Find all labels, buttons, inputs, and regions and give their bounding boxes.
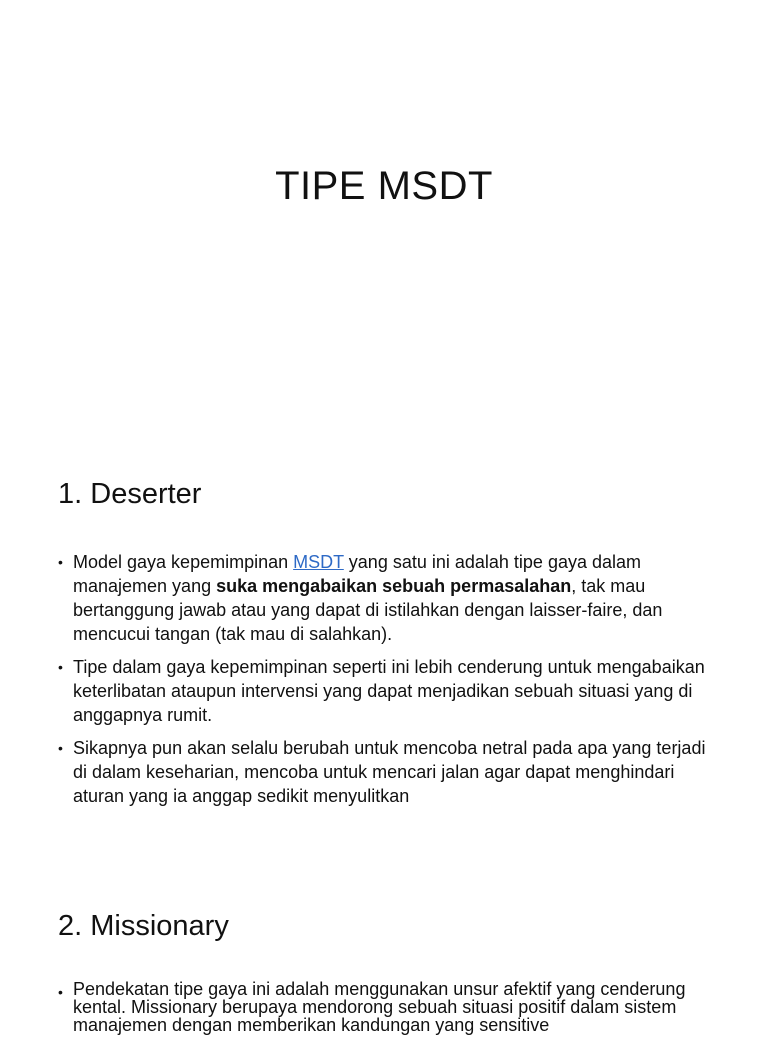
- bullet-icon: •: [58, 659, 63, 675]
- slide-title: TIPE MSDT: [275, 164, 493, 208]
- list-item: [58, 980, 718, 1034]
- content-slide-deserter: [0, 448, 768, 848]
- section-name: Missionary: [90, 910, 229, 942]
- bullet-icon: •: [58, 554, 63, 570]
- section-number: 1.: [58, 478, 83, 510]
- msdt-link[interactable]: MSDT: [293, 552, 344, 572]
- title-slide: [0, 0, 768, 432]
- bullet-text-post: , tak mau bertanggung jawab atau yang dapat di istilahkan dengan laisser-faire, dan mencucui tangan (tak mau di salahkan).: [73, 576, 663, 644]
- bullet-text: Pendekatan tipe gaya ini adalah menggunakan unsur afektif yang cenderung kental. Missionary berupaya mendorong sebuah situasi positif dalam sistem manajemen dengan memberikan kandungan yang sensitive: [73, 979, 686, 1035]
- section-number: 2.: [58, 910, 83, 942]
- list-item: [58, 655, 718, 727]
- section-heading-deserter: [58, 478, 201, 511]
- bullet-list-deserter: [58, 550, 718, 817]
- section-heading-missionary: [58, 910, 229, 943]
- list-item: [58, 550, 718, 646]
- bullet-text-pre: Model gaya kepemimpinan: [73, 552, 294, 572]
- bullet-text: Sikapnya pun akan selalu berubah untuk mencoba netral pada apa yang terjadi di dalam keseharian, mencoba untuk mencari jalan agar dapat menghindari aturan yang ia anggap sedikit menyulitkan: [73, 738, 706, 806]
- bullet-text: Tipe dalam gaya kepemimpinan seperti ini lebih cenderung untuk mengabaikan keterlibatan ataupun intervensi yang dapat menjadikan sebuah situasi yang di anggapnya rumit.: [73, 657, 705, 725]
- list-item: [58, 736, 718, 808]
- section-name: Deserter: [90, 478, 202, 510]
- bullet-icon: •: [58, 740, 63, 756]
- bullet-list-missionary: [58, 980, 718, 1043]
- bullet-text-bold: suka mengabaikan sebuah permasalahan: [216, 576, 572, 596]
- bullet-icon: •: [58, 984, 63, 1000]
- content-slide-missionary: [0, 880, 768, 1035]
- bullet-text-mid: yang satu ini adalah tipe gaya dalam manajemen yang: [73, 552, 641, 596]
